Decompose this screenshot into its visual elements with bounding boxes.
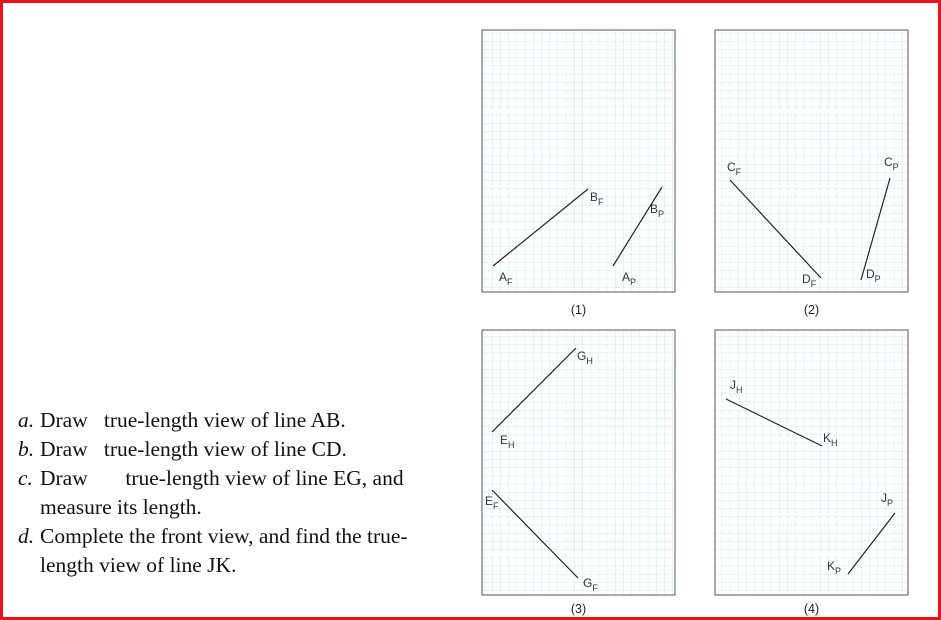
grid-panel [715,30,908,292]
label-kh: $K_H$ [823,431,838,448]
label-df: $D_F$ [802,272,817,289]
panel-1 [482,30,675,317]
label-kp: $K_P$ [827,559,842,576]
panel-number: (2) [803,303,820,317]
label-ef: $E_F$ [485,494,499,511]
label-af: $A_F$ [499,270,513,287]
task-text-cont: length view of line JK. [40,553,237,577]
task-letter: a. [18,408,35,432]
grid-panel [482,30,675,292]
task-letter: d. [18,524,35,548]
grid-panel [482,330,675,595]
label-eh: $E_H$ [500,433,515,450]
panel-number: (4) [803,602,820,616]
label-jh: $J_H$ [730,378,743,395]
task-text: Draw true-length view of line EG, and [40,466,404,490]
panel-4 [715,330,908,616]
label-jp: $J_P$ [881,491,894,508]
task-text: Draw true-length view of line CD. [40,437,347,461]
label-dp: $D_P$ [866,267,881,284]
task-letter: b. [18,437,35,461]
task-text: Draw true-length view of line AB. [40,408,346,432]
task-letter: c. [18,466,33,490]
task-text-cont: measure its length. [40,495,202,519]
label-bp: $B_P$ [650,202,665,219]
label-cf: $C_F$ [727,160,742,177]
panel-3 [482,330,675,616]
panel-number: (3) [570,602,587,616]
label-ap: $A_P$ [622,270,637,287]
grid-panel [715,330,908,595]
label-gh: $G_H$ [577,349,593,366]
label-gf: $G_F$ [583,576,598,593]
panel-number: (1) [570,303,587,317]
task-text: Complete the front view, and find the true- [40,524,408,548]
label-bf: $B_F$ [590,190,604,207]
label-cp: $C_P$ [884,155,899,172]
panel-2 [715,30,908,317]
